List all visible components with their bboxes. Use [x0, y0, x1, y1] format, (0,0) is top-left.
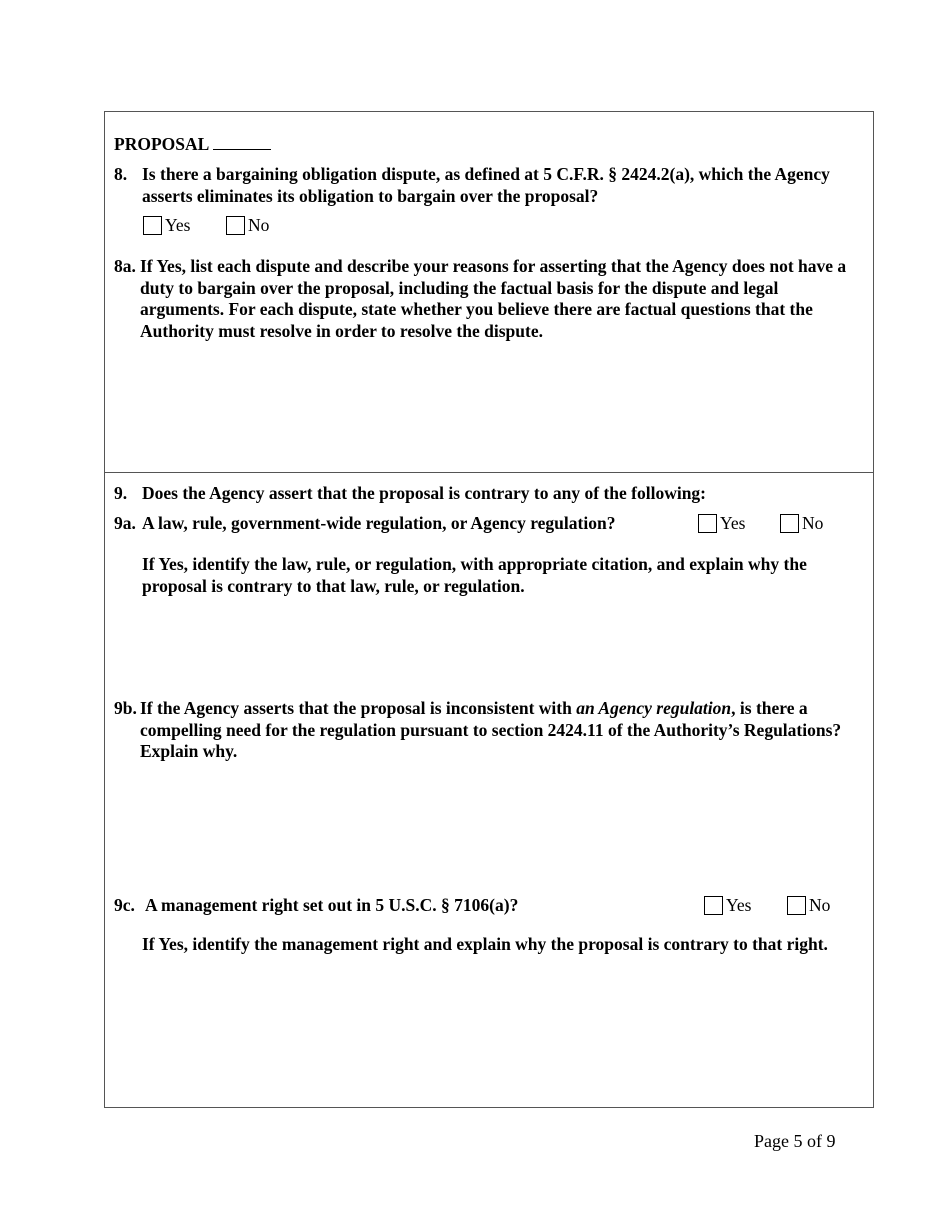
question-9a-no-checkbox[interactable] [780, 514, 799, 533]
question-8-yes-checkbox[interactable] [143, 216, 162, 235]
question-9b-text-emphasis: an Agency regulation [576, 698, 732, 718]
question-9b-text-after: , is there a compelling need for the regulation pursuant to section 2424.11 of the Authority’s Regulations? Explain why. [140, 698, 842, 761]
question-9a-no-option[interactable] [780, 513, 823, 534]
question-9a-no-label: No [802, 513, 824, 533]
page-number: Page 5 of 9 [754, 1131, 836, 1151]
question-9c-yes-option[interactable] [704, 895, 751, 916]
question-9c-no-option[interactable] [787, 895, 830, 916]
question-8-text: Is there a bargaining obligation dispute, as defined at 5 C.F.R. § 2424.2(a), which the Agency asserts eliminates its obligation to bargain over the proposal? [142, 164, 830, 206]
question-9c-no-checkbox[interactable] [787, 896, 806, 915]
question-9b-text-before: If the Agency asserts that the proposal is inconsistent with [140, 698, 577, 718]
question-9-text: Does the Agency assert that the proposal is contrary to any of the following: [142, 483, 707, 503]
question-9a-text: A law, rule, government-wide regulation, or Agency regulation? [142, 513, 616, 533]
proposal-number-field[interactable] [213, 133, 271, 150]
question-8a-number: 8a. [114, 256, 136, 276]
question-9a-followup-text: If Yes, identify the law, rule, or regulation, with appropriate citation, and explain why the proposal is contrary to that law, rule, or regulation. [142, 554, 807, 596]
question-9c-text: A management right set out in 5 U.S.C. § 7106(a)? [145, 895, 519, 915]
question-9c-yes-checkbox[interactable] [704, 896, 723, 915]
proposal-label: PROPOSAL [114, 134, 210, 154]
question-8-no-option[interactable] [226, 215, 269, 236]
question-8a-text: If Yes, list each dispute and describe your reasons for asserting that the Agency does not have a duty to bargain over the proposal, including the factual basis for the dispute and legal arguments. For each dispute, state whether you believe there are factual questions that the Authority must resolve in order to resolve the dispute. [140, 256, 847, 341]
question-9a-number: 9a. [114, 513, 136, 533]
question-9a-yes-checkbox[interactable] [698, 514, 717, 533]
question-9a-yes-label: Yes [720, 513, 746, 533]
question-9a-yes-option[interactable] [698, 513, 745, 534]
question-8-no-checkbox[interactable] [226, 216, 245, 235]
question-8-yes-option[interactable] [143, 215, 190, 236]
question-8-number: 8. [114, 164, 128, 184]
question-9c-number: 9c. [114, 895, 135, 915]
question-9c-followup-text: If Yes, identify the management right and explain why the proposal is contrary to that right. [142, 934, 828, 954]
section-divider [105, 472, 873, 473]
question-9b-number: 9b. [114, 698, 137, 718]
proposal-header [114, 133, 271, 156]
question-8-no-label: No [248, 215, 270, 235]
question-9-number: 9. [114, 483, 128, 503]
form-box [104, 111, 874, 1108]
question-9b-text [140, 698, 860, 763]
question-9c-no-label: No [809, 895, 831, 915]
question-9c-yes-label: Yes [726, 895, 752, 915]
question-8-yes-label: Yes [165, 215, 191, 235]
